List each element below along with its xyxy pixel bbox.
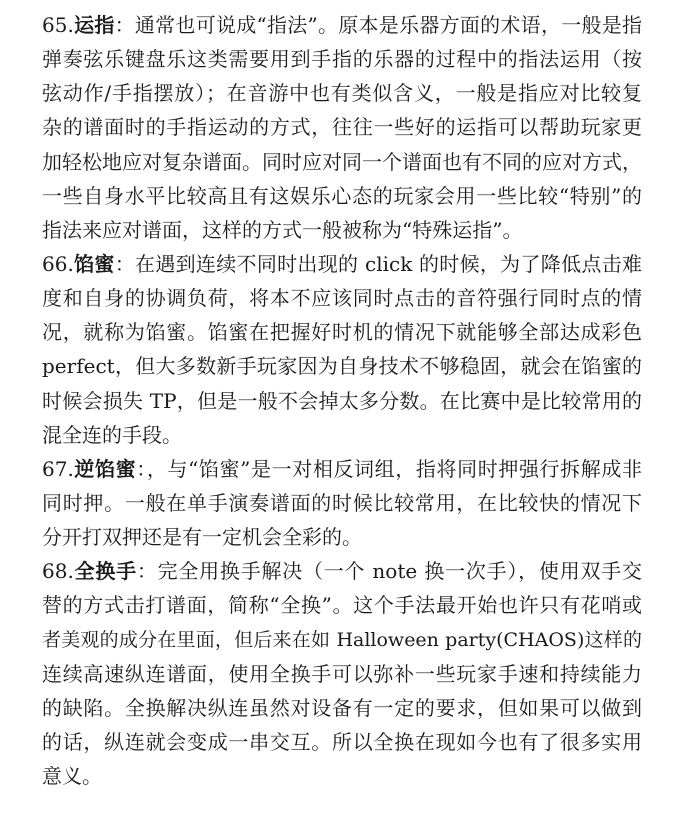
entry-text-line: 分开打双押还是有一定机会全彩的。 bbox=[42, 525, 362, 550]
entry-text-line: 度和自身的协调负荷，将本不应该同时点击的音符强行同时点的情 bbox=[42, 286, 642, 311]
entry-text-line: 意义。 bbox=[42, 764, 102, 789]
entry-term: 馅蜜 bbox=[73, 251, 115, 276]
entry-text-line: 一些自身水平比较高且有这娱乐心态的玩家会用一些比较“特别”的 bbox=[42, 183, 642, 208]
entry-text: ：完全用换手解决（一个 note 换一次手），使用双手交 bbox=[136, 559, 642, 584]
entry-number: 68. bbox=[42, 559, 74, 584]
entry-term: 逆馅蜜 bbox=[73, 456, 137, 481]
entry-text-line: 弦动作/手指摆放）；在音游中也有类似含义，一般是指应对比较复 bbox=[42, 81, 642, 106]
document-body bbox=[42, 8, 642, 793]
entry-term: 运指 bbox=[73, 13, 115, 37]
glossary-entry-66 bbox=[42, 247, 642, 452]
entry-number: 67. bbox=[42, 456, 74, 481]
entry-number: 66. bbox=[42, 251, 74, 276]
entry-text-line: 者美观的成分在里面，但后来在如 Halloween party(CHAOS)这样的 bbox=[42, 628, 642, 651]
entry-text: ：在遇到连续不同时出现的 click 的时候，为了降低点击难 bbox=[114, 251, 642, 276]
entry-first-line bbox=[42, 8, 642, 42]
glossary-entry-67 bbox=[42, 452, 642, 554]
entry-text: ：，与“馅蜜”是一对相反词组，指将同时押强行拆解成非 bbox=[136, 456, 643, 481]
entry-text-line: 况，就称为馅蜜。馅蜜在把握好时机的情况下就能够全部达成彩色 bbox=[42, 320, 642, 345]
entry-text-line: 同时押。一般在单手演奏谱面的时候比较常用，在比较快的情况下 bbox=[42, 490, 642, 515]
entry-text-line: 的缺陷。全换解决纵连虽然对设备有一定的要求，但如果可以做到 bbox=[42, 695, 642, 720]
entry-text: ：通常也可说成“指法”。原本是乐器方面的术语，一般是指 bbox=[114, 13, 643, 37]
glossary-entry-68 bbox=[42, 554, 642, 793]
entry-text-line: 加轻松地应对复杂谱面。同时应对同一个谱面也有不同的应对方式， bbox=[42, 149, 642, 174]
entry-text-line: 替的方式击打谱面，简称“全换”。这个手法最开始也许只有花哨或 bbox=[42, 593, 642, 618]
entry-text-line: perfect，但大多数新手玩家因为自身技术不够稳固，就会在馅蜜的 bbox=[42, 354, 642, 379]
entry-text-line: 杂的谱面时的手指运动的方式，往往一些好的运指可以帮助玩家更 bbox=[42, 115, 642, 140]
entry-first-line bbox=[42, 247, 642, 281]
entry-text-line: 的话，纵连就会变成一串交互。所以全换在现如今也有了很多实用 bbox=[42, 729, 642, 754]
entry-number: 65. bbox=[42, 13, 74, 37]
entry-text-line: 连续高速纵连谱面，使用全换手可以弥补一些玩家手速和持续能力 bbox=[42, 661, 642, 686]
glossary-entry-65 bbox=[42, 8, 642, 247]
entry-text-line: 时候会损失 TP，但是一般不会掉太多分数。在比赛中是比较常用的 bbox=[42, 388, 642, 413]
entry-term: 全换手 bbox=[73, 559, 137, 584]
entry-first-line bbox=[42, 554, 642, 588]
entry-text-line: 指法来应对谱面，这样的方式一般被称为“特殊运指”。 bbox=[42, 217, 523, 242]
entry-first-line bbox=[42, 452, 642, 486]
entry-text-line: 混全连的手段。 bbox=[42, 422, 182, 447]
entry-text-line: 弹奏弦乐键盘乐这类需要用到手指的乐器的过程中的指法运用（按 bbox=[42, 47, 642, 72]
